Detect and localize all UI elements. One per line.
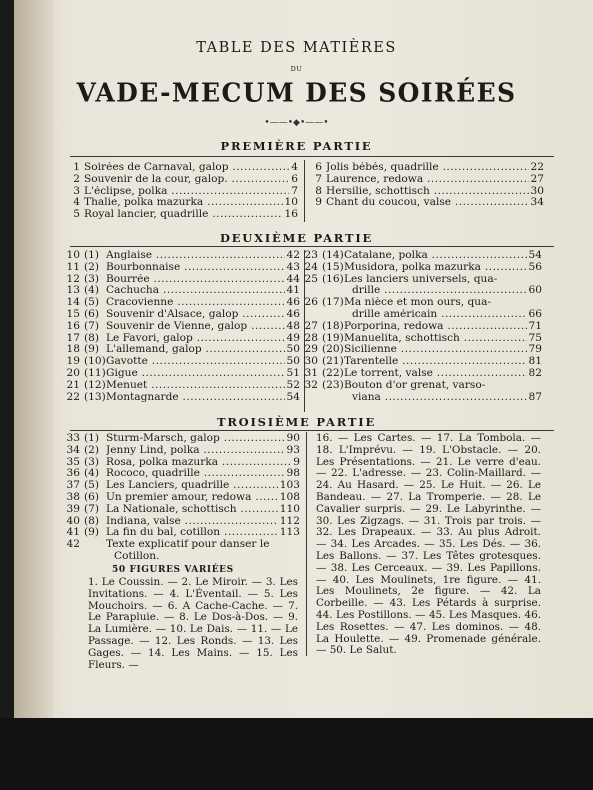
entry-title: Texte explicatif pour danser le — [106, 539, 270, 551]
entry-number: 31 — [304, 366, 318, 379]
toc-entry — [56, 539, 300, 551]
entry-number: 30 — [304, 355, 318, 368]
entry-number: 26 — [304, 296, 318, 309]
entry-title: Le torrent, valse ..... — [344, 368, 527, 380]
entry-subnumber — [322, 309, 344, 321]
entry-number — [56, 551, 84, 563]
toc-entry — [56, 551, 300, 563]
toc-entry — [56, 527, 300, 539]
entry-number: 6 — [315, 161, 322, 173]
toc-entry — [294, 380, 542, 392]
entry-title: Montagnarde ..... — [106, 392, 285, 404]
entry-title: Hersilie, schottisch ..... — [326, 186, 529, 198]
entry-page — [298, 539, 300, 551]
entry-subnumber: (17) — [322, 296, 344, 309]
toc-entry — [56, 445, 300, 457]
entry-number: 34 — [66, 443, 80, 456]
entry-number: 16 — [66, 319, 80, 332]
toc-title: TABLE DES MATIÈRES — [196, 40, 397, 56]
part1-top-rule — [70, 156, 554, 157]
entry-page: 50 — [286, 355, 300, 368]
entry-page: 44 — [286, 272, 300, 285]
entry-subnumber — [84, 551, 106, 563]
entry-subnumber: (12) — [84, 378, 106, 391]
toc-entry — [56, 174, 298, 186]
entry-page: 16 — [284, 208, 298, 221]
entry-page: 46 — [286, 307, 300, 320]
entry-title: Les Lanciers, quadrille ..... — [106, 480, 278, 492]
entry-page: 110 — [279, 502, 300, 515]
entry-number: 39 — [66, 502, 80, 515]
toc-entry — [298, 186, 544, 198]
entry-title: La fin du bal, cotillon ..... — [106, 527, 278, 539]
entry-number: 14 — [66, 296, 80, 309]
entry-number: 9 — [315, 196, 322, 209]
entry-number: 27 — [304, 319, 318, 332]
entry-subnumber: (14) — [322, 249, 344, 261]
part2-top-rule — [70, 246, 554, 247]
entry-page: 34 — [530, 196, 544, 209]
part2-left-list — [56, 250, 300, 403]
entry-number: 8 — [315, 184, 322, 197]
entry-page: 9 — [293, 455, 300, 468]
entry-number: 40 — [66, 514, 80, 527]
entry-number: 41 — [66, 526, 80, 539]
toc-entry — [56, 492, 300, 504]
part3-left-list — [56, 433, 300, 563]
entry-subnumber: (15) — [322, 260, 344, 273]
entry-number: 18 — [66, 343, 80, 356]
entry-page: 52 — [286, 378, 300, 391]
entry-subnumber: (21) — [322, 355, 344, 368]
toc-entry — [298, 162, 544, 174]
entry-number: 37 — [66, 479, 80, 492]
entry-title: Rosa, polka mazurka ..... — [106, 457, 291, 469]
entry-subnumber — [322, 392, 344, 404]
toc-entry — [56, 309, 300, 321]
entry-title: Manuelita, schottisch ..... — [344, 333, 527, 345]
entry-page: 42 — [286, 249, 300, 261]
entry-subnumber — [84, 539, 106, 551]
entry-page: 81 — [528, 355, 542, 368]
entry-number: 13 — [66, 284, 80, 297]
entry-subnumber: (5) — [84, 479, 100, 492]
entry-number: 3 — [73, 184, 80, 197]
entry-title: Chant du coucou, valse ..... — [326, 197, 529, 209]
entry-subnumber: (13) — [84, 390, 106, 403]
toc-entry — [294, 392, 542, 404]
entry-subnumber: (23) — [322, 378, 344, 391]
entry-number: 25 — [304, 272, 318, 285]
title-connector: DU — [290, 65, 303, 73]
entry-title: drille américain ..... — [344, 309, 527, 321]
part2-heading: DEUXIÈME PARTIE — [219, 231, 374, 245]
entry-subnumber: (16) — [322, 272, 344, 285]
entry-title: drille ..... — [344, 285, 527, 297]
entry-title: Souvenir de Vienne, galop ..... — [106, 321, 285, 333]
toc-entry — [56, 368, 300, 380]
book-title: VADE-MECUM DES SOIRÉES — [76, 77, 517, 108]
entry-number: 21 — [66, 378, 80, 391]
toc-entry — [56, 392, 300, 404]
entry-number: 12 — [66, 272, 80, 285]
entry-subnumber: (6) — [84, 490, 100, 503]
entry-number: 10 — [66, 249, 80, 261]
entry-subnumber: (6) — [84, 307, 100, 320]
entry-page: 50 — [286, 343, 300, 356]
entry-number: 35 — [66, 455, 80, 468]
entry-page: 22 — [530, 161, 544, 173]
entry-title: Jenny Lind, polka ..... — [106, 445, 285, 457]
entry-number: 4 — [73, 196, 80, 209]
entry-title: L'allemand, galop ..... — [106, 344, 285, 356]
entry-number — [294, 309, 322, 321]
entry-title: Bouton d'or grenat, varso- — [344, 379, 486, 391]
entry-subnumber: (4) — [84, 467, 100, 480]
entry-page: 46 — [286, 296, 300, 309]
entry-title: Bourrée ..... — [106, 274, 285, 286]
entry-number: 19 — [66, 355, 80, 368]
entry-page: 51 — [286, 366, 300, 379]
entry-title: Sicilienne ..... — [344, 344, 527, 356]
entry-page: 6 — [291, 172, 298, 185]
entry-page: 66 — [528, 307, 542, 320]
part3-top-rule — [70, 430, 554, 431]
entry-number: 2 — [73, 172, 80, 185]
entry-page: 60 — [528, 284, 542, 297]
entry-title: La Nationale, schottisch ..... — [106, 504, 278, 516]
toc-entry — [294, 262, 542, 274]
entry-title: Ma nièce et mon ours, qua- — [344, 297, 492, 309]
entry-page: 54 — [528, 249, 542, 261]
entry-page — [540, 380, 542, 392]
entry-number: 28 — [304, 331, 318, 344]
entry-number: 42 — [66, 538, 80, 551]
entry-number: 32 — [304, 378, 318, 391]
entry-number: 22 — [66, 390, 80, 403]
entry-title: Un premier amour, redowa ..... — [106, 492, 278, 504]
entry-number: 33 — [66, 432, 80, 444]
entry-page: 10 — [284, 196, 298, 209]
entry-title: Tarentelle ..... — [344, 356, 527, 368]
entry-number: 15 — [66, 307, 80, 320]
entry-title: L'éclipse, polka ..... — [84, 186, 289, 198]
part1-left-list — [56, 162, 298, 221]
entry-number: 36 — [66, 467, 80, 480]
entry-title: Musidora, polka mazurka ..... — [344, 262, 527, 274]
entry-page: 56 — [528, 260, 542, 273]
entry-subnumber: (10) — [84, 355, 106, 368]
toc-entry — [294, 368, 542, 380]
figures-right-text: 16. — Les Cartes. — 17. La Tombola. — 18. L'Imprévu. — 19. L'Obstacle. — 20. Les Présentations. — 21. Le verre d'eau. — 22. L'adresse. — 23. Colin-Maillard. — 24. Au Hasard. — 25. Le Huit. — 26. Le Bandeau. — 27. La Tromperie. — 28. Le Cavalier surpris. — 29. Le Labyrinthe. — 30. Les Zigzags. — 31. Trois par trois. — 32. Les Drapeaux. — 33. Au plus Adroit. — 34. Les Arcades. — 35. Les Dés. — 36. Les Ballons. — 37. Les Têtes grotesques. — 38. Les Cerceaux. — 39. Les Papillons. — 40. Les Moulinets, 1re figure. — 41. Les Moulinets, 2e figure. — 42. La Corbeille. — 43. Les Pétards à surprise. 44. Les Postillons. — 45. Les Masques. 46. Les Rosettes. — 47. Les dominos. — 48. La Houlette. — 49. Promenade générale. — 50. Le Salut. — [316, 432, 541, 657]
entry-title: Gigue ..... — [106, 368, 285, 380]
entry-subnumber: (19) — [322, 331, 344, 344]
entry-title: Sturm-Marsch, galop ..... — [106, 433, 285, 445]
entry-title: Anglaise ..... — [106, 250, 285, 262]
entry-page: 103 — [279, 479, 300, 492]
entry-title: Jolis bébés, quadrille ..... — [326, 162, 529, 174]
toc-entry — [56, 321, 300, 333]
part1-right-list — [298, 162, 544, 209]
entry-title: Les lanciers universels, qua- — [344, 273, 498, 285]
title-ornament: •——•◆•——• — [264, 118, 329, 128]
toc-entry — [294, 274, 542, 286]
entry-page: 41 — [286, 284, 300, 297]
entry-page: 90 — [286, 432, 300, 444]
entry-subnumber: (3) — [84, 455, 100, 468]
toc-entry — [56, 504, 300, 516]
page-gutter-shadow — [14, 0, 54, 720]
entry-number: 17 — [66, 331, 80, 344]
entry-subnumber: (11) — [84, 366, 106, 379]
entry-subnumber: (4) — [84, 284, 100, 297]
entry-page: 93 — [286, 443, 300, 456]
entry-title: Rococo, quadrille ..... — [106, 468, 285, 480]
entry-subnumber: (22) — [322, 366, 344, 379]
entry-number: 5 — [73, 208, 80, 221]
toc-entry — [56, 162, 298, 174]
part1-heading: PREMIÈRE PARTIE — [220, 139, 373, 153]
entry-title: Royal lancier, quadrille ..... — [84, 209, 283, 221]
entry-number: 23 — [304, 249, 318, 261]
entry-page: 112 — [279, 514, 300, 527]
entry-number: 1 — [73, 161, 80, 173]
entry-title: Cachucha ..... — [106, 285, 285, 297]
entry-number: 20 — [66, 366, 80, 379]
figures-heading: 50 FIGURES VARIÉES — [112, 565, 234, 575]
entry-title: Porporina, redowa ..... — [344, 321, 527, 333]
entry-page: 48 — [286, 319, 300, 332]
entry-subnumber: (8) — [84, 514, 100, 527]
entry-page: 7 — [291, 184, 298, 197]
toc-entry — [294, 309, 542, 321]
entry-subnumber: (9) — [84, 526, 100, 539]
entry-title: Cracovienne ..... — [106, 297, 285, 309]
toc-entry — [56, 209, 298, 221]
entry-subnumber: (7) — [84, 502, 100, 515]
entry-title: Bourbonnaise ..... — [106, 262, 285, 274]
entry-page: 98 — [286, 467, 300, 480]
entry-title: Catalane, polka ..... — [344, 250, 527, 262]
part2-right-list — [294, 250, 542, 403]
toc-entry — [294, 321, 542, 333]
entry-title: viana ..... — [344, 392, 527, 404]
entry-title: Souvenir d'Alsace, galop ..... — [106, 309, 285, 321]
entry-page: 75 — [528, 331, 542, 344]
entry-title: Gavotte ..... — [106, 356, 285, 368]
entry-subnumber: (5) — [84, 296, 100, 309]
entry-number: 38 — [66, 490, 80, 503]
entry-number: 29 — [304, 343, 318, 356]
part3-heading: TROISIÈME PARTIE — [216, 415, 377, 429]
toc-entry — [56, 197, 298, 209]
entry-title: Souvenir de la cour, galop. ..... — [84, 174, 289, 186]
entry-title: Le Favori, galop ..... — [106, 333, 285, 345]
entry-title: Cotillon. — [114, 550, 160, 562]
entry-number — [294, 392, 322, 404]
entry-page: 4 — [291, 161, 298, 173]
entry-page: 27 — [530, 172, 544, 185]
entry-subnumber: (1) — [84, 432, 100, 444]
toc-entry — [298, 174, 544, 186]
part3-column-divider — [306, 432, 307, 656]
toc-entry — [56, 380, 300, 392]
entry-page: 54 — [286, 390, 300, 403]
entry-number: 7 — [315, 172, 322, 185]
entry-page: 113 — [279, 526, 300, 539]
entry-number: 24 — [304, 260, 318, 273]
entry-page — [298, 551, 300, 563]
entry-subnumber: (7) — [84, 319, 100, 332]
entry-subnumber: (9) — [84, 343, 100, 356]
entry-subnumber: (2) — [84, 260, 100, 273]
toc-entry — [56, 186, 298, 198]
toc-entry — [298, 197, 544, 209]
entry-subnumber: (3) — [84, 272, 100, 285]
entry-title: Soirées de Carnaval, galop ..... — [84, 162, 289, 174]
entry-title: Indiana, valse ..... — [106, 516, 278, 528]
entry-page: 30 — [530, 184, 544, 197]
figures-left-text: 1. Le Coussin. — 2. Le Miroir. — 3. Les Invitations. — 4. L'Éventail. — 5. Les Mouchoirs. — 6. A Cache-Cache. — 7. Le Parapluie. — 8. Le Dos-à-Dos. — 9. La Lumière. — 10. Le Dais. — 11. — Le Passage. — 12. Les Ronds. — 13. Les Gages. — 14. Les Mains. — 15. Les Fleurs. — — [88, 576, 298, 671]
entry-page: 108 — [279, 490, 300, 503]
entry-number: 11 — [66, 260, 80, 273]
entry-subnumber: (2) — [84, 443, 100, 456]
entry-page: 43 — [286, 260, 300, 273]
entry-subnumber: (18) — [322, 319, 344, 332]
entry-page: 49 — [286, 331, 300, 344]
entry-page: 71 — [528, 319, 542, 332]
entry-title: Thalie, polka mazurka ..... — [84, 197, 283, 209]
entry-page: 82 — [528, 366, 542, 379]
toc-entry — [56, 262, 300, 274]
entry-subnumber: (20) — [322, 343, 344, 356]
entry-page: 87 — [528, 390, 542, 403]
entry-page: 79 — [528, 343, 542, 356]
entry-subnumber: (1) — [84, 249, 100, 261]
entry-subnumber: (8) — [84, 331, 100, 344]
entry-title: Laurence, redowa ..... — [326, 174, 529, 186]
background-surface — [0, 718, 593, 790]
toc-entry — [294, 297, 542, 309]
entry-title: Menuet ..... — [106, 380, 285, 392]
